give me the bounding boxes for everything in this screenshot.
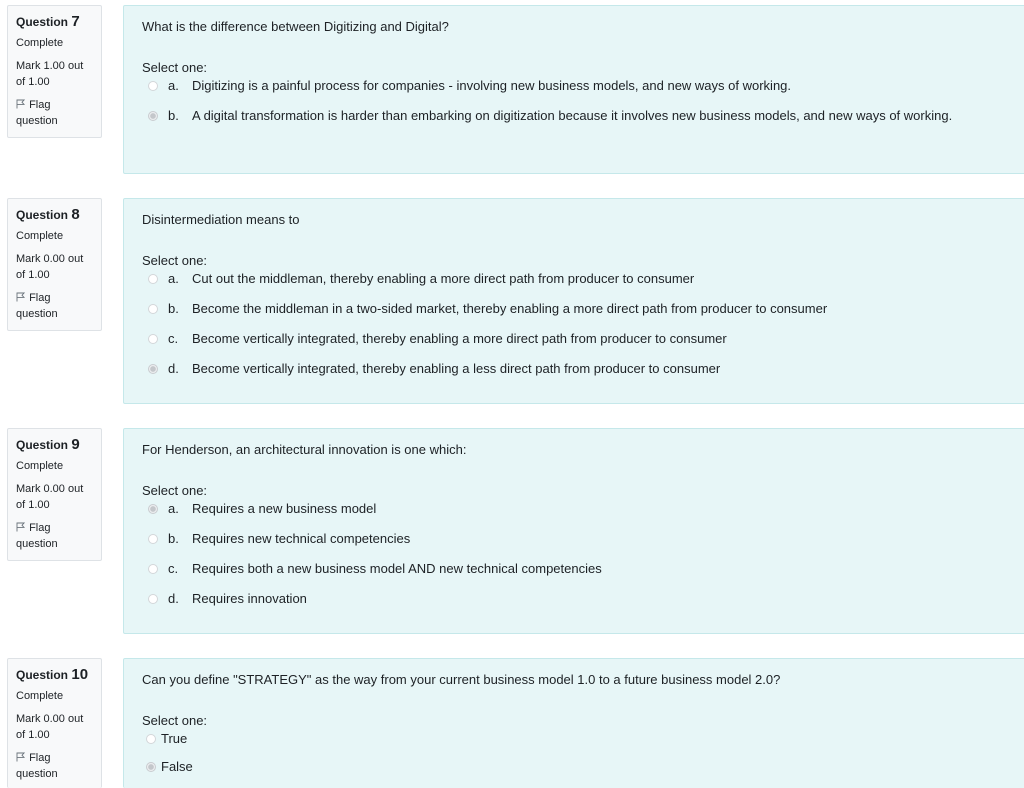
question-state: Complete xyxy=(16,230,64,242)
select-one-prompt: Select one: xyxy=(142,713,208,728)
flag-icon xyxy=(16,751,25,761)
radio-button[interactable] xyxy=(148,534,158,544)
select-one-prompt: Select one: xyxy=(142,483,208,498)
question-grade: Mark 0.00 out of 1.00 xyxy=(16,483,84,511)
radio-button-selected[interactable] xyxy=(148,111,158,121)
radio-button[interactable] xyxy=(148,334,158,344)
answer-option-b[interactable]: b. Become the middleman in a two-sided market, thereby enabling a more direct path from producer to consumer xyxy=(142,298,1024,328)
radio-button-selected[interactable] xyxy=(146,762,156,772)
radio-button-selected[interactable] xyxy=(148,504,158,514)
flag-question-link[interactable]: Flag question xyxy=(16,522,58,550)
answer-option-c[interactable]: c. Become vertically integrated, thereby enabling a more direct path from producer to consumer xyxy=(142,328,1024,358)
question-text: Disintermediation means to xyxy=(142,212,300,227)
answer-option-a[interactable]: a. Cut out the middleman, thereby enabling a more direct path from producer to consumer xyxy=(142,268,1024,298)
question-grade: Mark 1.00 out of 1.00 xyxy=(16,60,84,88)
question-text: Can you define "STRATEGY" as the way from your current business model 1.0 to a future business model 2.0? xyxy=(142,672,781,687)
select-one-prompt: Select one: xyxy=(142,60,208,75)
question-9-info xyxy=(7,428,102,561)
radio-button[interactable] xyxy=(148,564,158,574)
question-number: Question 9 xyxy=(16,436,80,453)
select-one-prompt: Select one: xyxy=(142,253,208,268)
question-10-info xyxy=(7,658,102,788)
question-8-content xyxy=(123,198,1024,404)
answer-option-d[interactable]: d. Become vertically integrated, thereby enabling a less direct path from producer to consumer xyxy=(142,358,1024,388)
question-9-content xyxy=(123,428,1024,634)
question-text: What is the difference between Digitizing and Digital? xyxy=(142,19,449,34)
question-8-info xyxy=(7,198,102,331)
answer-option-c[interactable]: c. Requires both a new business model AND new technical competencies xyxy=(142,558,1024,588)
question-number: Question 8 xyxy=(16,206,80,223)
question-7-content xyxy=(123,5,1024,174)
radio-button[interactable] xyxy=(148,81,158,91)
flag-question-link[interactable]: Flag question xyxy=(16,752,58,780)
question-number: Question 10 xyxy=(16,666,89,683)
flag-icon xyxy=(16,291,25,301)
question-7-info xyxy=(7,5,102,138)
question-text: For Henderson, an architectural innovation is one which: xyxy=(142,442,467,457)
question-grade: Mark 0.00 out of 1.00 xyxy=(16,713,84,741)
question-state: Complete xyxy=(16,690,64,702)
question-10-content xyxy=(123,658,1024,788)
question-grade: Mark 0.00 out of 1.00 xyxy=(16,253,84,281)
radio-button[interactable] xyxy=(146,734,156,744)
flag-icon xyxy=(16,521,25,531)
answer-option-b[interactable]: b. Requires new technical competencies xyxy=(142,528,1024,558)
answer-option-false[interactable]: False xyxy=(142,756,1024,784)
radio-button[interactable] xyxy=(148,274,158,284)
answer-option-d[interactable]: d. Requires innovation xyxy=(142,588,1024,618)
question-state: Complete xyxy=(16,37,64,49)
answer-option-true[interactable]: True xyxy=(142,728,1024,756)
answer-option-b[interactable]: b. A digital transformation is harder than embarking on digitization because it involves new business models, and new ways of working. xyxy=(142,105,1024,135)
answer-option-a[interactable]: a. Requires a new business model xyxy=(142,498,1024,528)
answer-option-a[interactable]: a. Digitizing is a painful process for companies - involving new business models, and new ways of working. xyxy=(142,75,1024,105)
question-state: Complete xyxy=(16,460,64,472)
flag-icon xyxy=(16,98,25,108)
radio-button[interactable] xyxy=(148,304,158,314)
radio-button[interactable] xyxy=(148,594,158,604)
flag-question-link[interactable]: Flag question xyxy=(16,99,58,127)
radio-button-selected[interactable] xyxy=(148,364,158,374)
flag-question-link[interactable]: Flag question xyxy=(16,292,58,320)
question-number: Question 7 xyxy=(16,13,80,30)
